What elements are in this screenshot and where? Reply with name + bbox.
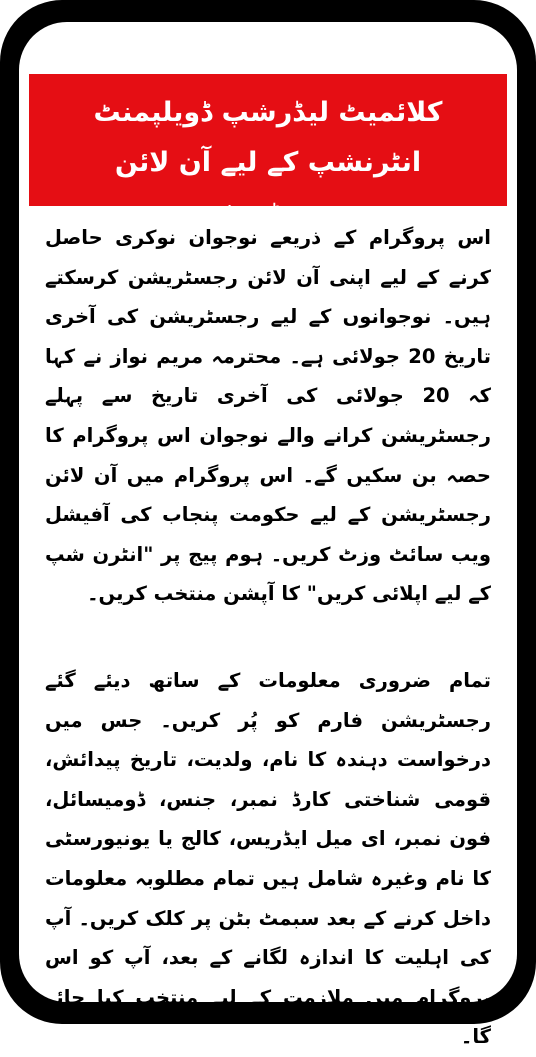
- phone-screen: [19, 22, 517, 1049]
- article-body: [45, 218, 491, 1057]
- article-headline: کلائمیٹ لیڈرشپ ڈویلپمنٹ انٹرنشپ کے لیے آن لائن رجسٹریشن: [93, 97, 443, 228]
- headline-banner: [29, 74, 507, 228]
- article-paragraph-1: اس پروگرام کے ذریعے نوجوان نوکری حاصل کرنے کے لیے اپنی آن لائن رجسٹریشن کرسکتے ہیں۔ نوجوانوں کے لیے رجسٹریشن کی آخری تاریخ 20 جولائی ہے۔ محترمہ مریم نواز نے کہا کہ 20 جولائی کی آخری تاریخ سے پہلے رجسٹریشن کرانے والے نوجوان اس پروگرام کا حصہ بن سکیں گے۔ اس پروگرام میں آن لائن رجسٹریشن کے لیے حکومت پنجاب کی آفیشل ویب سائٹ وزٹ کریں۔ ہوم پیج پر "انٹرن شپ کے لیے اپلائی کریں" کا آپشن منتخب کریں۔: [45, 226, 491, 606]
- article-paragraph-2: تمام ضروری معلومات کے ساتھ دیئے گئے رجسٹریشن فارم کو پُر کریں۔ جس میں درخواست دہندہ کا نام، ولدیت، تاریخ پیدائش، قومی شناختی کارڈ نمبر، جنس، ڈومیسائل، فون نمبر، ای میل ایڈریس، کالج یا یونیورسٹی کا نام وغیرہ شامل ہیں تمام مطلوبہ معلومات داخل کرنے کے بعد سبمٹ بٹن پر کلک کریں۔ آپ کی اہلیت کا اندازہ لگانے کے بعد، آپ کو اس پروگرام میں ملازمت کے لیے منتخب کیا جائے گا۔: [45, 668, 491, 1049]
